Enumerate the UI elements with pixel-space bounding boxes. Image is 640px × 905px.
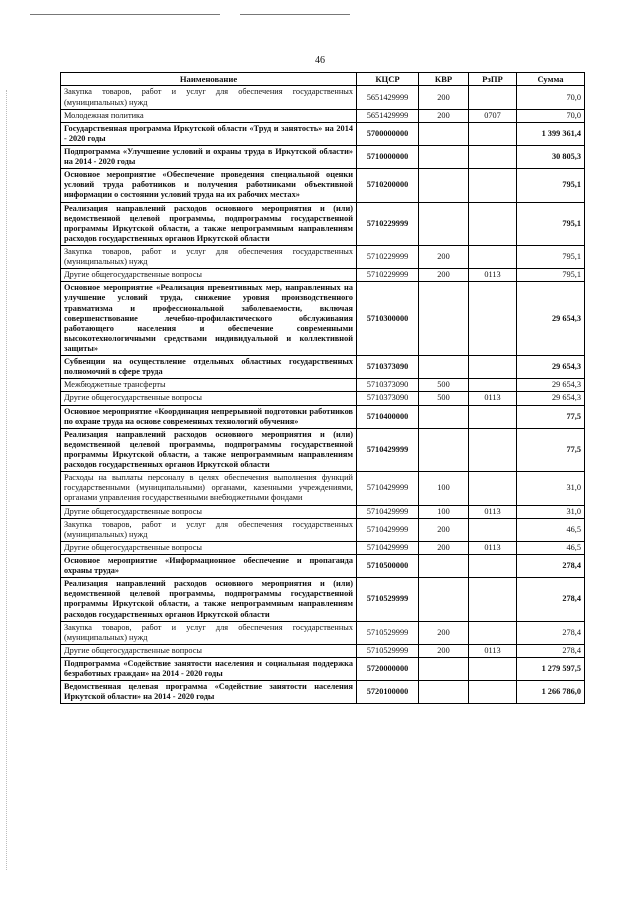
row-sum: 278,4 [517, 644, 585, 657]
table-row [61, 505, 585, 518]
row-kvr [419, 169, 469, 202]
row-name: Государственная программа Иркутской области «Труд и занятость» на 2014 - 2020 годы [61, 122, 357, 145]
row-sum: 1 279 597,5 [517, 657, 585, 680]
table-row [61, 202, 585, 245]
row-rzpr: 0113 [469, 269, 517, 282]
row-rzpr [469, 578, 517, 621]
row-sum: 1 266 786,0 [517, 681, 585, 704]
row-name: Другие общегосударственные вопросы [61, 644, 357, 657]
row-sum: 29 654,3 [517, 379, 585, 392]
row-sum: 29 654,3 [517, 392, 585, 405]
row-sum: 46,5 [517, 518, 585, 541]
row-kcsr: 5710529999 [357, 644, 419, 657]
row-sum: 278,4 [517, 554, 585, 577]
row-kvr [419, 428, 469, 471]
row-sum: 29 654,3 [517, 282, 585, 356]
table-header-row [61, 73, 585, 86]
row-kvr: 200 [419, 518, 469, 541]
row-name: Закупка товаров, работ и услуг для обеспечения государственных (муниципальных) нужд [61, 518, 357, 541]
table-row [61, 86, 585, 109]
row-rzpr [469, 146, 517, 169]
row-rzpr [469, 657, 517, 680]
row-name: Другие общегосударственные вопросы [61, 541, 357, 554]
table-row [61, 379, 585, 392]
row-name: Межбюджетные трансферты [61, 379, 357, 392]
row-name: Основное мероприятие «Обеспечение проведения специальной оценки условий труда работников и получения работниками объективной информации о состоянии условий труда на их рабочих местах» [61, 169, 357, 202]
table-row [61, 541, 585, 554]
row-kvr [419, 657, 469, 680]
row-rzpr [469, 472, 517, 505]
row-kvr [419, 282, 469, 356]
row-sum: 31,0 [517, 472, 585, 505]
row-kcsr: 5720000000 [357, 657, 419, 680]
row-kcsr: 5710429999 [357, 505, 419, 518]
row-rzpr [469, 428, 517, 471]
table-row [61, 518, 585, 541]
row-rzpr [469, 356, 517, 379]
row-kcsr: 5710429999 [357, 472, 419, 505]
row-name: Реализация направлений расходов основного мероприятия и (или) ведомственной целевой программы, подпрограммы государственной программы Иркутской области, а также непрограммным направлениям расходов государственных органов Иркутской области [61, 202, 357, 245]
row-sum: 46,5 [517, 541, 585, 554]
table-row [61, 246, 585, 269]
row-sum: 278,4 [517, 578, 585, 621]
row-name: Закупка товаров, работ и услуг для обеспечения государственных (муниципальных) нужд [61, 246, 357, 269]
table-row [61, 405, 585, 428]
row-rzpr [469, 379, 517, 392]
row-rzpr [469, 86, 517, 109]
row-kvr [419, 202, 469, 245]
scan-top-line-right [240, 14, 350, 15]
row-kcsr: 5710300000 [357, 282, 419, 356]
row-kcsr: 5651429999 [357, 109, 419, 122]
table-row [61, 554, 585, 577]
row-name: Другие общегосударственные вопросы [61, 269, 357, 282]
row-rzpr [469, 202, 517, 245]
row-kcsr: 5710373090 [357, 392, 419, 405]
row-name: Основное мероприятие «Координация непрерывной подготовки работников по охране труда на основе современных технологий обучения» [61, 405, 357, 428]
row-kcsr: 5710200000 [357, 169, 419, 202]
row-rzpr [469, 282, 517, 356]
row-rzpr: 0113 [469, 541, 517, 554]
header-sum: Сумма [517, 73, 585, 86]
table-row [61, 428, 585, 471]
row-kcsr: 5710229999 [357, 202, 419, 245]
table-row [61, 356, 585, 379]
row-rzpr [469, 169, 517, 202]
row-sum: 795,1 [517, 169, 585, 202]
row-name: Другие общегосударственные вопросы [61, 392, 357, 405]
row-kcsr: 5710373090 [357, 356, 419, 379]
row-name: Подпрограмма «Содействие занятости населения и социальная поддержка безработных граждан» на 2014 - 2020 годы [61, 657, 357, 680]
row-rzpr [469, 518, 517, 541]
table-row [61, 169, 585, 202]
row-kvr: 200 [419, 269, 469, 282]
row-kcsr: 5710000000 [357, 146, 419, 169]
budget-table [60, 72, 585, 704]
row-kvr [419, 356, 469, 379]
table-row [61, 621, 585, 644]
row-kcsr: 5710229999 [357, 269, 419, 282]
table-row [61, 472, 585, 505]
row-rzpr [469, 621, 517, 644]
scan-edge [6, 90, 8, 870]
row-name: Закупка товаров, работ и услуг для обеспечения государственных (муниципальных) нужд [61, 86, 357, 109]
row-rzpr: 0707 [469, 109, 517, 122]
row-rzpr [469, 405, 517, 428]
row-kvr [419, 681, 469, 704]
row-kcsr: 5700000000 [357, 122, 419, 145]
table-row [61, 109, 585, 122]
table-row [61, 657, 585, 680]
row-rzpr [469, 554, 517, 577]
header-kcsr: КЦСР [357, 73, 419, 86]
row-kcsr: 5710229999 [357, 246, 419, 269]
table-row [61, 282, 585, 356]
row-kcsr: 5651429999 [357, 86, 419, 109]
row-sum: 29 654,3 [517, 356, 585, 379]
table-row [61, 269, 585, 282]
row-kcsr: 5710529999 [357, 578, 419, 621]
row-rzpr [469, 122, 517, 145]
row-kcsr: 5710429999 [357, 518, 419, 541]
table-row [61, 578, 585, 621]
row-kvr: 200 [419, 621, 469, 644]
row-sum: 31,0 [517, 505, 585, 518]
row-sum: 795,1 [517, 246, 585, 269]
row-kcsr: 5710500000 [357, 554, 419, 577]
row-kcsr: 5710429999 [357, 541, 419, 554]
table-row [61, 146, 585, 169]
row-rzpr [469, 681, 517, 704]
row-name: Субвенции на осуществление отдельных областных государственных полномочий в сфере труда [61, 356, 357, 379]
row-sum: 77,5 [517, 405, 585, 428]
header-name: Наименование [61, 73, 357, 86]
row-kvr: 200 [419, 541, 469, 554]
row-sum: 70,0 [517, 86, 585, 109]
row-kcsr: 5720100000 [357, 681, 419, 704]
row-kvr: 100 [419, 472, 469, 505]
row-kvr: 200 [419, 644, 469, 657]
row-kcsr: 5710529999 [357, 621, 419, 644]
row-kvr [419, 122, 469, 145]
row-name: Закупка товаров, работ и услуг для обеспечения государственных (муниципальных) нужд [61, 621, 357, 644]
row-name: Основное мероприятие «Информационное обеспечение и пропаганда охраны труда» [61, 554, 357, 577]
row-name: Расходы на выплаты персоналу в целях обеспечения выполнения функций государственными (муниципальными) органами, казенными учреждениями, органами управления государственными внебюджетными фондами [61, 472, 357, 505]
page-number: 46 [315, 55, 325, 66]
row-sum: 77,5 [517, 428, 585, 471]
row-name: Другие общегосударственные вопросы [61, 505, 357, 518]
row-kcsr: 5710429999 [357, 428, 419, 471]
row-name: Подпрограмма «Улучшение условий и охраны труда в Иркутской области» на 2014 - 2020 годы [61, 146, 357, 169]
row-kvr: 200 [419, 109, 469, 122]
table-row [61, 644, 585, 657]
row-sum: 30 805,3 [517, 146, 585, 169]
table-row [61, 122, 585, 145]
scan-top-line-left [30, 14, 220, 15]
row-kvr: 200 [419, 246, 469, 269]
row-rzpr: 0113 [469, 644, 517, 657]
row-sum: 795,1 [517, 202, 585, 245]
row-kvr [419, 405, 469, 428]
header-rzpr: РзПР [469, 73, 517, 86]
row-rzpr: 0113 [469, 505, 517, 518]
row-kvr: 500 [419, 379, 469, 392]
row-name: Основное мероприятие «Реализация превентивных мер, направленных на улучшение условий труда, снижение уровня производственного травматизма и профессиональной заболеваемости, включая совершенствование лечебно-профилактического обслуживания работающего населения и обеспечение современными высокотехнологичными средствами индивидуальной и коллективной защиты» [61, 282, 357, 356]
row-kcsr: 5710400000 [357, 405, 419, 428]
row-kvr [419, 578, 469, 621]
row-sum: 70,0 [517, 109, 585, 122]
row-sum: 1 399 361,4 [517, 122, 585, 145]
row-rzpr: 0113 [469, 392, 517, 405]
header-kvr: КВР [419, 73, 469, 86]
row-name: Реализация направлений расходов основного мероприятия и (или) ведомственной целевой программы, подпрограммы государственной программы Иркутской области, а также непрограммным направлениям расходов государственных органов Иркутской области [61, 428, 357, 471]
row-kcsr: 5710373090 [357, 379, 419, 392]
row-kvr: 100 [419, 505, 469, 518]
row-kvr [419, 146, 469, 169]
row-name: Молодежная политика [61, 109, 357, 122]
row-name: Ведомственная целевая программа «Содействие занятости населения Иркутской области» на 2014 - 2020 годы [61, 681, 357, 704]
row-kvr: 500 [419, 392, 469, 405]
row-sum: 278,4 [517, 621, 585, 644]
table-row [61, 681, 585, 704]
row-sum: 795,1 [517, 269, 585, 282]
row-name: Реализация направлений расходов основного мероприятия и (или) ведомственной целевой программы, подпрограммы государственной программы Иркутской области, а также непрограммным направлениям расходов государственных органов Иркутской области [61, 578, 357, 621]
table-row [61, 392, 585, 405]
row-kvr: 200 [419, 86, 469, 109]
row-kvr [419, 554, 469, 577]
row-rzpr [469, 246, 517, 269]
